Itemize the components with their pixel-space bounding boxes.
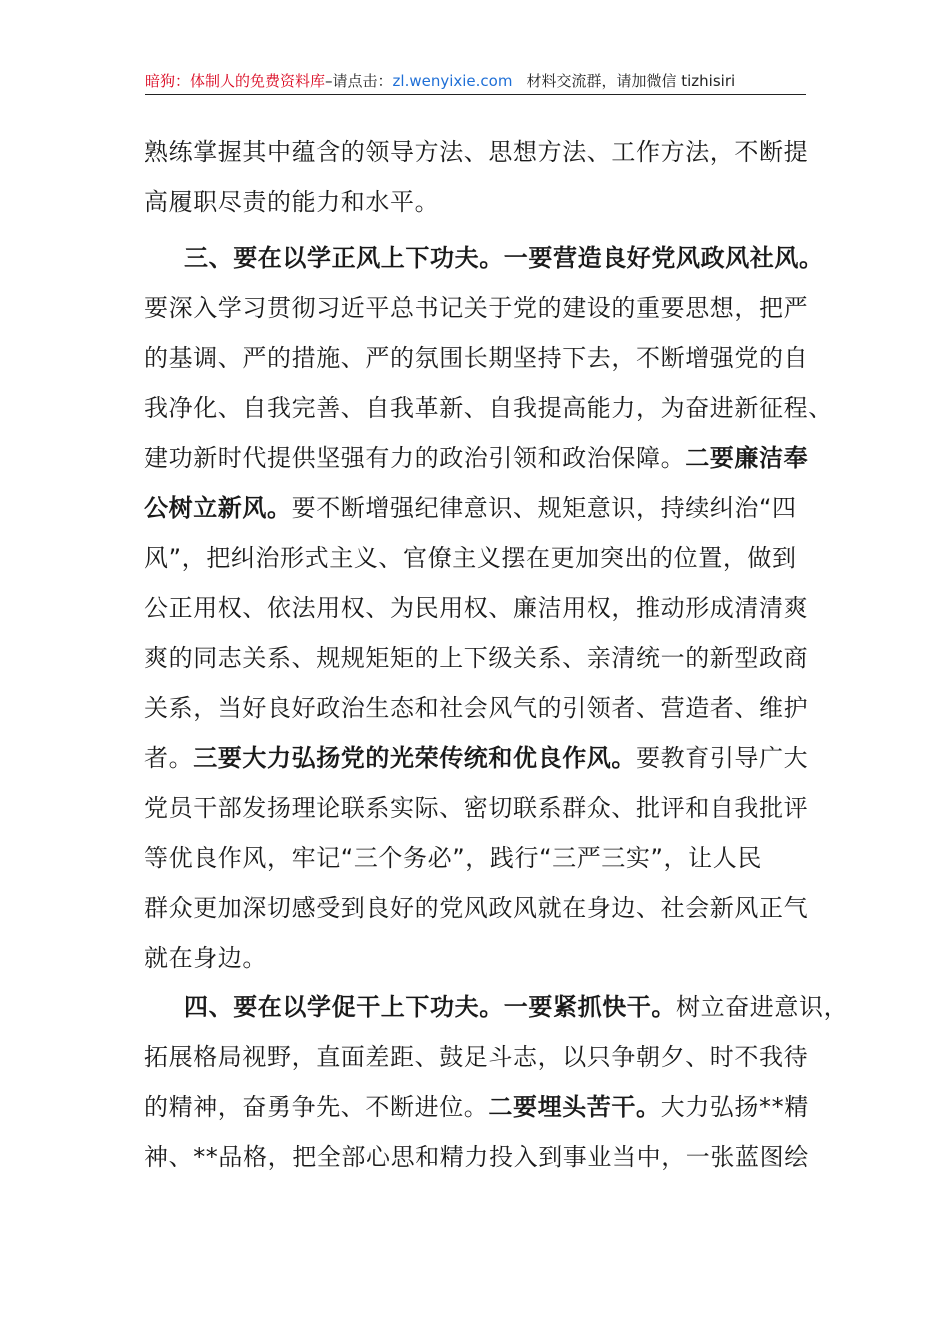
section-heading-3	[144, 233, 824, 283]
text-line: 高履职尽责的能力和水平。	[144, 188, 440, 216]
section-heading-4: 四、要在以学促干上下功夫。一要紧抓快干。树立奋进意识，	[184, 993, 849, 1021]
text-line: 公正用权、依法用权、为民用权、廉洁用权，推动形成清清爽	[144, 594, 809, 622]
text-line: 风”，把纠治形式主义、官僚主义摆在更加突出的位置，做到	[144, 544, 797, 572]
text-line: 关系，当好良好政治生态和社会风气的引领者、营造者、维护	[144, 694, 809, 722]
text-line: 党员干部发扬理论联系实际、密切联系群众、批评和自我批评	[144, 794, 809, 822]
text-line: 公树立新风。要不断增强纪律意识、规矩意识，持续纠治“四	[144, 494, 797, 522]
bold-subheading: 三要大力弘扬党的光荣传统和优良作风。	[193, 744, 637, 772]
text-line: 群众更加深切感受到良好的党风政风就在身边、社会新风正气	[144, 894, 809, 922]
text-line: 神、**品格，把全部心思和精力投入到事业当中，一张蓝图绘	[144, 1143, 809, 1171]
text-line: 建功新时代提供坚强有力的政治引领和政治保障。二要廉洁奉	[144, 444, 809, 472]
bold-heading: 三、要在以学正风上下功夫。一要营造良好党风政风社风。	[184, 244, 824, 272]
paragraph-2	[144, 233, 833, 983]
bold-subheading: 公树立新风。	[144, 494, 292, 522]
bold-heading: 四、要在以学促干上下功夫。一要紧抓快干。	[184, 993, 676, 1021]
text-line: 爽的同志关系、规规矩矩的上下级关系、亲清统一的新型政商	[144, 644, 809, 672]
text-line: 者。三要大力弘扬党的光荣传统和优良作风。要教育引导广大	[144, 744, 809, 772]
header-site-name: 暗狗：体制人的免费资料库	[145, 72, 326, 90]
header-url-link[interactable]: zl.wenyixie.com	[392, 72, 513, 90]
bold-subheading: 二要廉洁奉	[685, 444, 809, 472]
header-click-prompt: –请点击：	[325, 72, 393, 90]
text-line: 熟练掌握其中蕴含的领导方法、思想方法、工作方法，不断提	[144, 138, 809, 166]
text-line: 要深入学习贯彻习近平总书记关于党的建设的重要思想，把严	[144, 294, 809, 322]
text-line: 等优良作风，牢记“三个务必”，践行“三严三实”，让人民	[144, 844, 762, 872]
header-group-info: 材料交流群，请加微信 tizhisiri	[526, 72, 736, 90]
paragraph-1	[144, 127, 809, 227]
paragraph-3	[144, 982, 849, 1182]
text-line: 的基调、严的措施、严的氛围长期坚持下去，不断增强党的自	[144, 344, 809, 372]
text-line: 就在身边。	[144, 944, 267, 972]
text-line: 的精神，奋勇争先、不断进位。二要埋头苦干。大力弘扬**精	[144, 1093, 809, 1121]
text-line: 拓展格局视野，直面差距、鼓足斗志，以只争朝夕、时不我待	[144, 1043, 809, 1071]
text-line: 我净化、自我完善、自我革新、自我提高能力，为奋进新征程、	[144, 394, 833, 422]
bold-subheading: 二要埋头苦干。	[488, 1093, 661, 1121]
page-header	[145, 68, 806, 95]
